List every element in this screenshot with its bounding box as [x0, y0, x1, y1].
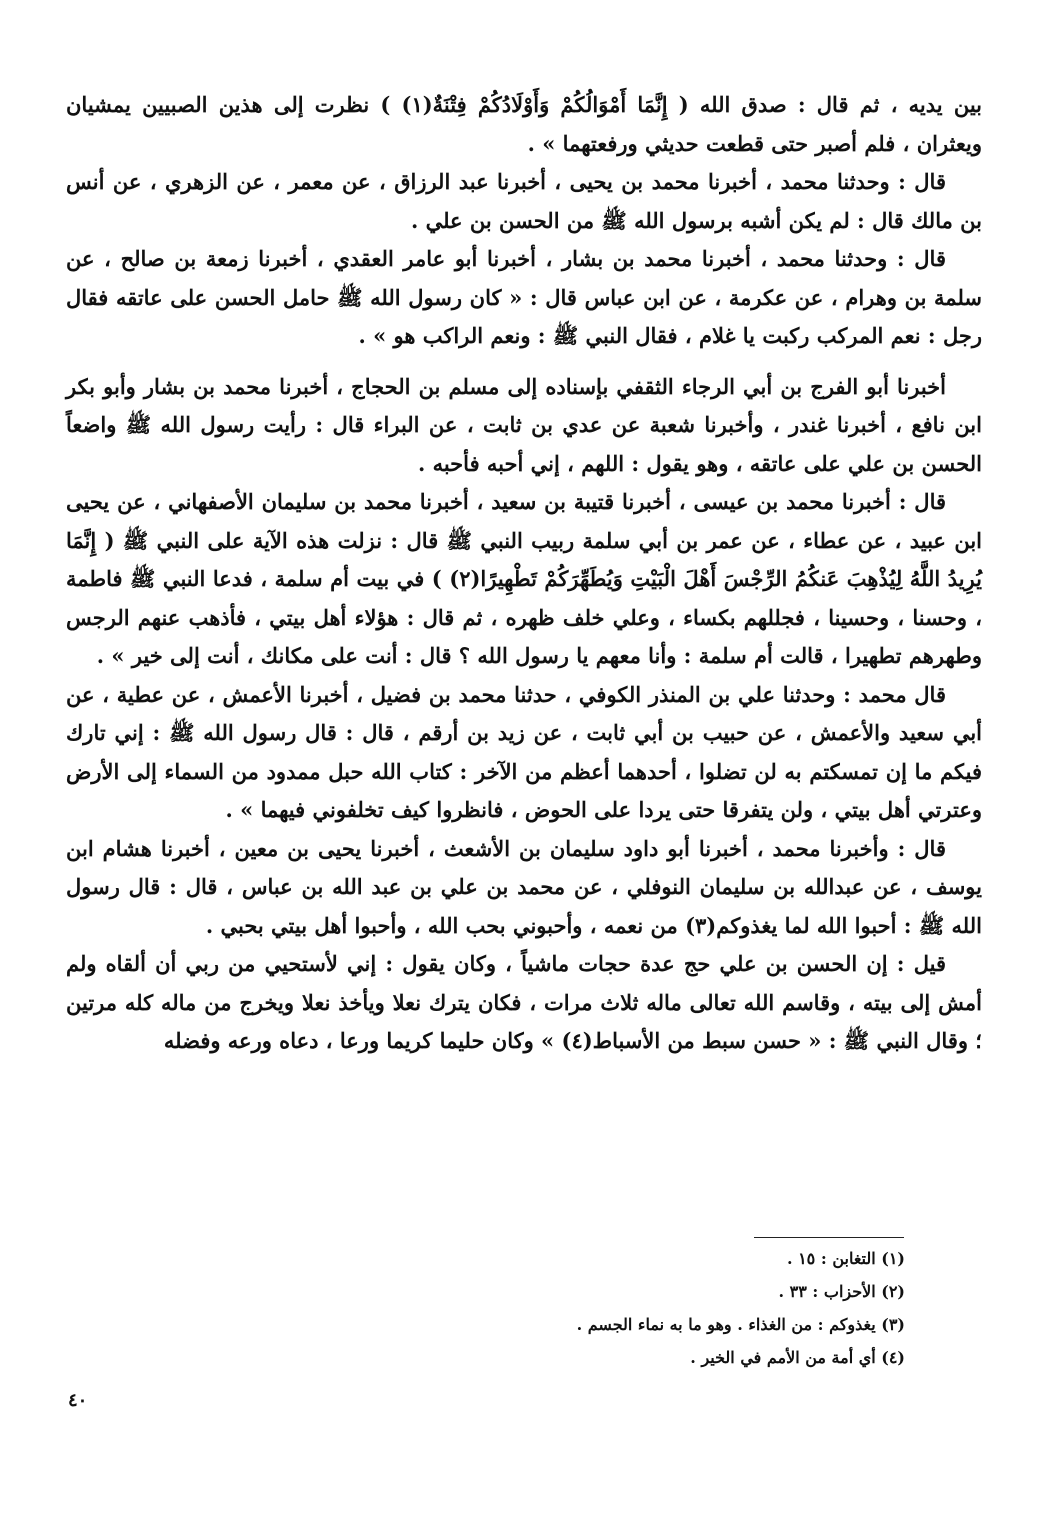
paragraph: قال : وأخبرنا محمد ، أخبرنا أبو داود سليمان بن الأشعث ، أخبرنا يحيى بن معين ، أخبرنا هشام ابن يوسف ، عن عبدالله بن سليمان النوفلي ، عن محمد بن علي بن عبد الله بن عباس ، قال : قال رسول الله ﷺ : أحبوا الله لما يغذوكم(٣) من نعمه ، وأحبوني بحب الله ، وأحبوا أهل بيتي بحبي .	[66, 835, 982, 938]
paragraph: بين يديه ، ثم قال : صدق الله ( إِنَّمَا أَمْوَالُكُمْ وَأَوْلَادُكُمْ فِتْنَةٌ(١) ) نظرت إلى هذين الصبيين يمشيان ويعثران ، فلم أصبر حتى قطعت حديثي ورفعتهما » .	[66, 92, 982, 156]
paragraph: قال : وحدثنا محمد ، أخبرنا محمد بن يحيى ، أخبرنا عبد الرزاق ، عن معمر ، عن الزهري ، عن أنس بن مالك قال : لم يكن أشبه برسول الله ﷺ من الحسن بن علي .	[66, 169, 982, 233]
footnote: (٣) يغذوكم : من الغذاء . وهو ما به نماء الجسم .	[576, 1315, 905, 1334]
paragraph: قال : وحدثنا محمد ، أخبرنا محمد بن بشار ، أخبرنا أبو عامر العقدي ، أخبرنا زمعة بن صالح ، عن سلمة بن وهرام ، عن عكرمة ، عن ابن عباس قال : « كان رسول الله ﷺ حامل الحسن على عاتقه فقال رجل : نعم المركب ركبت يا غلام ، فقال النبي ﷺ : ونعم الراكب هو » .	[66, 246, 982, 348]
paragraph: قال محمد : وحدثنا علي بن المنذر الكوفي ، حدثنا محمد بن فضيل ، أخبرنا الأعمش ، عن عطية ، عن أبي سعيد والأعمش ، عن حبيب بن أبي ثابت ، عن زيد بن أرقم ، قال : قال رسول الله ﷺ : إني تارك فيكم ما إن تمسكتم به لن تضلوا ، أحدهما أعظم من الآخر : كتاب الله حبل ممدود من السماء إلى الأرض وعترتي أهل بيتي ، ولن يتفرقا حتى يردا على الحوض ، فانظروا كيف تخلفوني فيهما » .	[66, 681, 982, 822]
footnotes	[540, 1242, 905, 1374]
paragraph: أخبرنا أبو الفرج بن أبي الرجاء الثقفي بإسناده إلى مسلم بن الحجاج ، أخبرنا محمد بن بشار وأبو بكر ابن نافع ، أخبرنا غندر ، وأخبرنا شعبة عن عدي بن ثابت ، عن البراء قال : رأيت رسول الله ﷺ واضعاً الحسن بن علي على عاتقه ، وهو يقول : اللهم ، إني أحبه فأحبه .	[66, 373, 982, 476]
footnote-divider	[754, 1237, 904, 1238]
footnote: (٤) أي أمة من الأمم في الخير .	[690, 1348, 905, 1367]
footnote: (١) التغابن : ١٥ .	[786, 1249, 905, 1268]
main-text	[66, 86, 982, 1061]
paragraph: قيل : إن الحسن بن علي حج عدة حجات ماشياً ، وكان يقول : إني لأستحيي من ربي أن ألقاه ولم أمش إلى بيته ، وقاسم الله تعالى ماله ثلاث مرات ، فكان يترك نعلا ويأخذ نعلا ويخرج من ماله كله مرتين ؛ وقال النبي ﷺ : « حسن سبط من الأسباط(٤) » وكان حليما كريما ورعا ، دعاه ورعه وفضله	[66, 951, 982, 1053]
page-number: ٤٠	[68, 1390, 88, 1411]
paragraph-gap	[66, 356, 982, 368]
footnote: (٢) الأحزاب : ٣٣ .	[778, 1282, 905, 1301]
paragraph: قال : أخبرنا محمد بن عيسى ، أخبرنا قتيبة بن سعيد ، أخبرنا محمد بن سليمان الأصفهاني ، عن يحيى ابن عبيد ، عن عطاء ، عن عمر بن أبي سلمة ربيب النبي ﷺ قال : نزلت هذه الآية على النبي ﷺ ( إِنَّمَا يُرِيدُ اللَّهُ لِيُذْهِبَ عَنكُمُ الرِّجْسَ أَهْلَ الْبَيْتِ وَيُطَهِّرَكُمْ تَطْهِيرًا(٢) ) في بيت أم سلمة ، فدعا النبي ﷺ فاطمة ، وحسنا ، وحسينا ، فجللهم بكساء ، وعلي خلف ظهره ، ثم قال : هؤلاء أهل بيتي ، فأذهب عنهم الرجس وطهرهم تطهيرا ، قالت أم سلمة : وأنا معهم يا رسول الله ؟ قال : أنت على مكانك ، أنت إلى خير » .	[66, 489, 982, 668]
